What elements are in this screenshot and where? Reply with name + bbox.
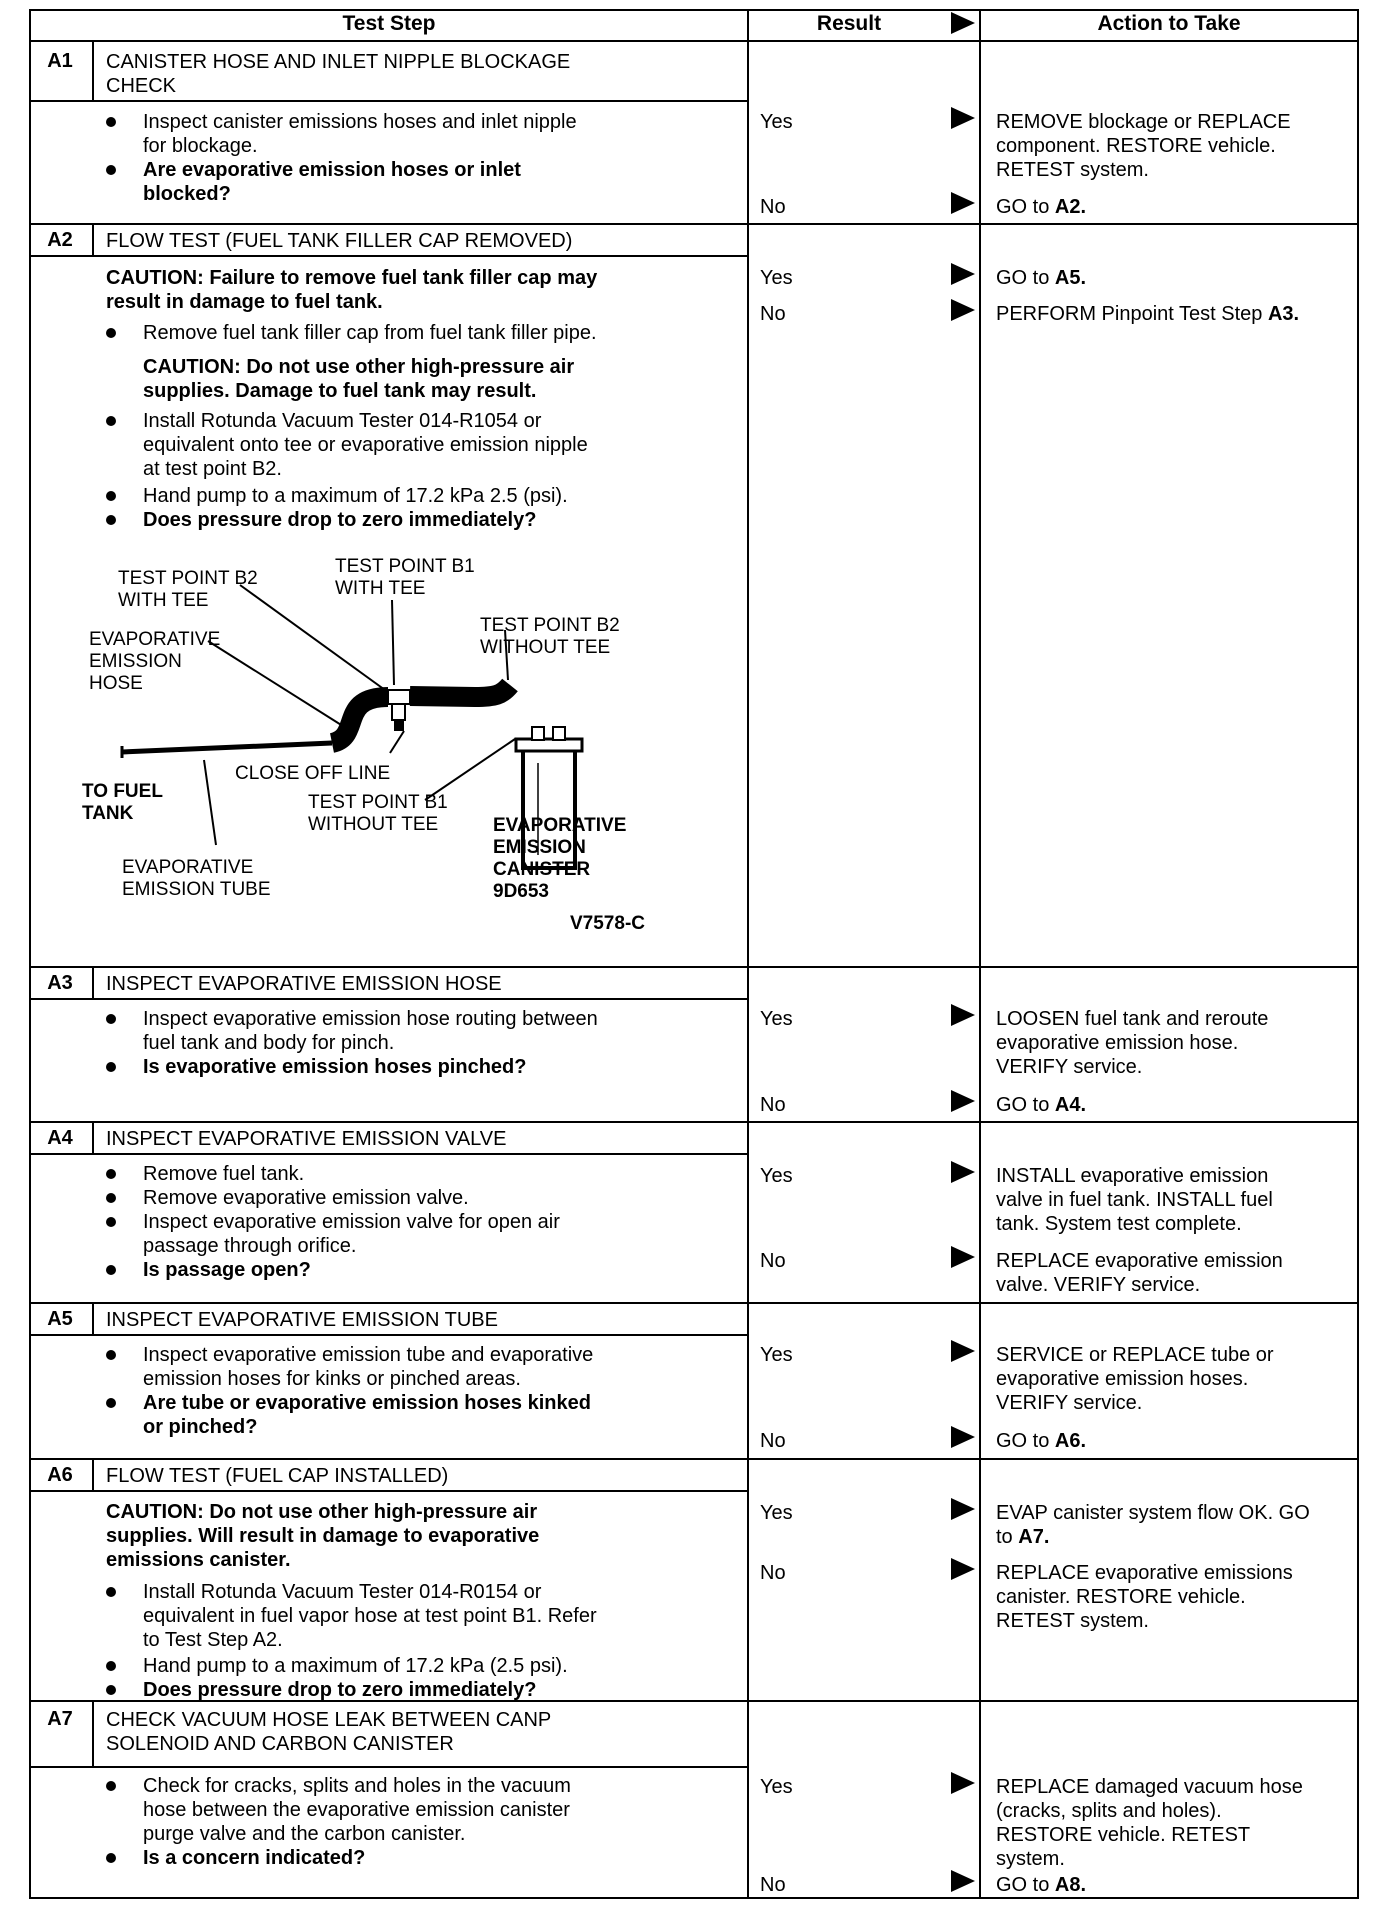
- step-id-a1: A1: [47, 50, 73, 72]
- a5-yes-action-line1: SERVICE or REPLACE tube or: [996, 1344, 1274, 1366]
- a6-yes-action-line1: EVAP canister system flow OK. GO: [996, 1502, 1310, 1524]
- header-result: Result: [816, 12, 882, 35]
- header-test-step: Test Step: [342, 12, 436, 35]
- bullet-icon: [106, 1587, 116, 1597]
- label-test-point-b1-without-tee-line1: TEST POINT B1: [308, 792, 448, 813]
- a7-yes-action-line3: RESTORE vehicle. RETEST: [996, 1824, 1251, 1846]
- a3-yes-action-line1: LOOSEN fuel tank and reroute: [996, 1008, 1269, 1030]
- a3-body-line2: fuel tank and body for pinch.: [143, 1032, 395, 1054]
- arrow-icon: [951, 1246, 975, 1268]
- bullet-icon: [106, 1685, 116, 1695]
- label-evap-canister-line4: 9D653: [493, 881, 549, 902]
- a7-body-line4: Is a concern indicated?: [143, 1847, 366, 1869]
- a2-bullet3: Hand pump to a maximum of 17.2 kPa 2.5 (psi).: [143, 485, 568, 507]
- divider-a6: [29, 1458, 1359, 1460]
- a5-title: INSPECT EVAPORATIVE EMISSION TUBE: [106, 1309, 498, 1331]
- arrow-icon: [951, 263, 975, 285]
- label-evap-hose-line1: EVAPORATIVE: [89, 629, 221, 650]
- a6-bullet1-line3: to Test Step A2.: [143, 1629, 283, 1651]
- label-test-point-b1-without-tee-line2: WITHOUT TEE: [308, 814, 439, 835]
- a3-no-action: GO to A4.: [996, 1094, 1087, 1116]
- a6-yes-action-line2: to A7.: [996, 1526, 1050, 1548]
- a5-body-line2: emission hoses for kinks or pinched areas.: [143, 1368, 521, 1390]
- a5-no-action: GO to A6.: [996, 1430, 1087, 1452]
- arrow-icon: [951, 107, 975, 129]
- label-evap-tube-line1: EVAPORATIVE: [122, 857, 254, 878]
- a4-body-line4: passage through orifice.: [143, 1235, 357, 1257]
- bullet-icon: [106, 416, 116, 426]
- a1-body-line2: for blockage.: [143, 135, 258, 157]
- a4-result-no: No: [760, 1250, 786, 1272]
- a6-bullet1-line2: equivalent in fuel vapor hose at test point B1. Refer: [143, 1605, 597, 1627]
- label-evap-tube-line2: EMISSION TUBE: [122, 879, 271, 900]
- action-column-divider: [979, 9, 981, 1899]
- step-id-a5: A5: [47, 1308, 73, 1330]
- a4-body-line2: Remove evaporative emission valve.: [143, 1187, 469, 1209]
- a3-yes-action-line2: evaporative emission hose.: [996, 1032, 1239, 1054]
- a7-title-line2: SOLENOID AND CARBON CANISTER: [106, 1733, 454, 1755]
- a6-no-action-line3: RETEST system.: [996, 1610, 1149, 1632]
- a3-title-divider: [29, 998, 749, 1000]
- a2-id-divider: [92, 223, 94, 256]
- a2-bullet1: Remove fuel tank filler cap from fuel tank filler pipe.: [143, 322, 597, 344]
- a4-yes-action-line3: tank. System test complete.: [996, 1213, 1242, 1235]
- a2-title-divider: [29, 255, 749, 257]
- header-divider: [29, 40, 1359, 42]
- evap-system-diagram: [70, 555, 710, 955]
- a5-result-yes: Yes: [760, 1344, 793, 1366]
- bullet-icon: [106, 515, 116, 525]
- a1-body-line3: Are evaporative emission hoses or inlet: [143, 159, 521, 181]
- label-test-point-b1-with-tee-line1: TEST POINT B1: [335, 556, 475, 577]
- step-id-a4: A4: [47, 1127, 73, 1149]
- bullet-icon: [106, 117, 116, 127]
- label-evap-canister-line2: EMISSION: [493, 837, 586, 858]
- table-border-bottom: [29, 1897, 1359, 1899]
- a1-title-line1: CANISTER HOSE AND INLET NIPPLE BLOCKAGE: [106, 51, 571, 73]
- a7-body-line3: purge valve and the carbon canister.: [143, 1823, 466, 1845]
- label-evap-hose-line3: HOSE: [89, 673, 143, 694]
- a7-title-divider: [29, 1766, 749, 1768]
- a2-bullet2-line1: Install Rotunda Vacuum Tester 014-R1054 or: [143, 410, 542, 432]
- divider-a5: [29, 1302, 1359, 1304]
- result-column-divider: [747, 9, 749, 1899]
- a6-id-divider: [92, 1458, 94, 1491]
- a6-bullet1-line1: Install Rotunda Vacuum Tester 014-R0154 or: [143, 1581, 542, 1603]
- step-id-a2: A2: [47, 229, 73, 251]
- label-to-fuel-tank-line2: TANK: [82, 803, 134, 824]
- a7-body-line2: hose between the evaporative emission canister: [143, 1799, 570, 1821]
- label-test-point-b2-without-tee-line1: TEST POINT B2: [480, 615, 620, 636]
- a6-bullet3: Does pressure drop to zero immediately?: [143, 1679, 537, 1701]
- a6-no-action-line1: REPLACE evaporative emissions: [996, 1562, 1293, 1584]
- a2-yes-action: GO to A5.: [996, 267, 1087, 289]
- table-border-right: [1357, 9, 1359, 1899]
- a1-yes-action-line2: component. RESTORE vehicle.: [996, 135, 1276, 157]
- bullet-icon: [106, 1853, 116, 1863]
- step-id-a7: A7: [47, 1708, 73, 1730]
- a4-no-action-line2: valve. VERIFY service.: [996, 1274, 1201, 1296]
- arrow-icon: [951, 1161, 975, 1183]
- table-border-top: [29, 9, 1359, 11]
- arrow-icon: [951, 1558, 975, 1580]
- a2-caution1-line1: CAUTION: Failure to remove fuel tank filler cap may: [106, 267, 598, 289]
- bullet-icon: [106, 328, 116, 338]
- bullet-icon: [106, 1062, 116, 1072]
- a7-title-line1: CHECK VACUUM HOSE LEAK BETWEEN CANP: [106, 1709, 552, 1731]
- bullet-icon: [106, 1781, 116, 1791]
- arrow-icon: [951, 1426, 975, 1448]
- a2-result-yes: Yes: [760, 267, 793, 289]
- divider-a2: [29, 223, 1359, 225]
- arrow-icon: [951, 1772, 975, 1794]
- a4-yes-action-line1: INSTALL evaporative emission: [996, 1165, 1269, 1187]
- a2-no-action: PERFORM Pinpoint Test Step A3.: [996, 303, 1300, 325]
- a1-title-divider: [29, 100, 749, 102]
- a2-result-no: No: [760, 303, 786, 325]
- a7-yes-action-line1: REPLACE damaged vacuum hose: [996, 1776, 1303, 1798]
- a4-no-action-line1: REPLACE evaporative emission: [996, 1250, 1283, 1272]
- a3-body-line3: Is evaporative emission hoses pinched?: [143, 1056, 527, 1078]
- label-evap-canister-line3: CANISTER: [493, 859, 591, 880]
- bullet-icon: [106, 1193, 116, 1203]
- bullet-icon: [106, 165, 116, 175]
- bullet-icon: [106, 1398, 116, 1408]
- a1-yes-action-line1: REMOVE blockage or REPLACE: [996, 111, 1291, 133]
- arrow-icon: [951, 1870, 975, 1892]
- a6-no-action-line2: canister. RESTORE vehicle.: [996, 1586, 1246, 1608]
- a2-bullet2-line2: equivalent onto tee or evaporative emission nipple: [143, 434, 588, 456]
- a6-bullet2: Hand pump to a maximum of 17.2 kPa (2.5 psi).: [143, 1655, 568, 1677]
- a4-title-divider: [29, 1153, 749, 1155]
- a7-no-action: GO to A8.: [996, 1874, 1087, 1896]
- step-id-a6: A6: [47, 1464, 73, 1486]
- a5-result-no: No: [760, 1430, 786, 1452]
- a4-id-divider: [92, 1121, 94, 1154]
- a3-title: INSPECT EVAPORATIVE EMISSION HOSE: [106, 973, 502, 995]
- a1-body-line1: Inspect canister emissions hoses and inlet nipple: [143, 111, 577, 133]
- a3-result-yes: Yes: [760, 1008, 793, 1030]
- a7-yes-action-line4: system.: [996, 1848, 1065, 1870]
- arrow-icon: [951, 1004, 975, 1026]
- a7-result-yes: Yes: [760, 1776, 793, 1798]
- label-test-point-b1-with-tee-line2: WITH TEE: [335, 578, 426, 599]
- a6-title: FLOW TEST (FUEL CAP INSTALLED): [106, 1465, 449, 1487]
- divider-a3: [29, 966, 1359, 968]
- a7-yes-action-line2: (cracks, splits and holes).: [996, 1800, 1222, 1822]
- label-test-point-b2-with-tee-line1: TEST POINT B2: [118, 568, 258, 589]
- bullet-icon: [106, 1350, 116, 1360]
- a1-title-line2: CHECK: [106, 75, 177, 97]
- a2-bullet2-line3: at test point B2.: [143, 458, 282, 480]
- step-id-a3: A3: [47, 972, 73, 994]
- a4-body-line3: Inspect evaporative emission valve for open air: [143, 1211, 560, 1233]
- bullet-icon: [106, 1217, 116, 1227]
- bullet-icon: [106, 1265, 116, 1275]
- a6-result-no: No: [760, 1562, 786, 1584]
- label-test-point-b2-without-tee-line2: WITHOUT TEE: [480, 637, 611, 658]
- a1-yes-action-line3: RETEST system.: [996, 159, 1149, 181]
- a3-body-line1: Inspect evaporative emission hose routing between: [143, 1008, 598, 1030]
- bullet-icon: [106, 491, 116, 501]
- a4-body-line1: Remove fuel tank.: [143, 1163, 305, 1185]
- a4-yes-action-line2: valve in fuel tank. INSTALL fuel: [996, 1189, 1273, 1211]
- arrow-icon: [951, 299, 975, 321]
- a4-title: INSPECT EVAPORATIVE EMISSION VALVE: [106, 1128, 507, 1150]
- label-close-off-line: CLOSE OFF LINE: [235, 763, 391, 784]
- a7-result-no: No: [760, 1874, 786, 1896]
- a5-body-line1: Inspect evaporative emission tube and evaporative: [143, 1344, 594, 1366]
- a5-body-line3: Are tube or evaporative emission hoses kinked: [143, 1392, 591, 1414]
- header-arrow-icon: [951, 12, 975, 34]
- a5-yes-action-line3: VERIFY service.: [996, 1392, 1143, 1414]
- a1-no-action: GO to A2.: [996, 196, 1087, 218]
- a6-caution-line1: CAUTION: Do not use other high-pressure air: [106, 1501, 538, 1523]
- arrow-icon: [951, 1340, 975, 1362]
- a1-body-line4: blocked?: [143, 183, 231, 205]
- a2-title: FLOW TEST (FUEL TANK FILLER CAP REMOVED): [106, 230, 573, 252]
- a5-yes-action-line2: evaporative emission hoses.: [996, 1368, 1249, 1390]
- label-evap-canister-line1: EVAPORATIVE: [493, 815, 627, 836]
- arrow-icon: [951, 192, 975, 214]
- a5-body-line4: or pinched?: [143, 1416, 258, 1438]
- a3-yes-action-line3: VERIFY service.: [996, 1056, 1143, 1078]
- a7-id-divider: [92, 1700, 94, 1767]
- label-to-fuel-tank-line1: TO FUEL: [82, 781, 163, 802]
- a6-result-yes: Yes: [760, 1502, 793, 1524]
- bullet-icon: [106, 1169, 116, 1179]
- arrow-icon: [951, 1090, 975, 1112]
- a6-caution-line2: supplies. Will result in damage to evaporative: [106, 1525, 540, 1547]
- table-border-left: [29, 9, 31, 1899]
- bullet-icon: [106, 1661, 116, 1671]
- a2-bullet4: Does pressure drop to zero immediately?: [143, 509, 537, 531]
- a2-caution2-line2: supplies. Damage to fuel tank may result.: [143, 380, 537, 402]
- a7-body-line1: Check for cracks, splits and holes in the vacuum: [143, 1775, 571, 1797]
- divider-a4: [29, 1121, 1359, 1123]
- arrow-icon: [951, 1498, 975, 1520]
- a3-result-no: No: [760, 1094, 786, 1116]
- a2-caution1-line2: result in damage to fuel tank.: [106, 291, 383, 313]
- a5-id-divider: [92, 1302, 94, 1335]
- a1-id-divider: [92, 40, 94, 101]
- header-action: Action to Take: [1097, 12, 1241, 35]
- a4-body-line5: Is passage open?: [143, 1259, 311, 1281]
- a5-title-divider: [29, 1334, 749, 1336]
- a2-caution2-line1: CAUTION: Do not use other high-pressure air: [143, 356, 575, 378]
- a3-id-divider: [92, 966, 94, 999]
- figure-code: V7578-C: [570, 913, 645, 934]
- a6-caution-line3: emissions canister.: [106, 1549, 291, 1571]
- a1-result-no: No: [760, 196, 786, 218]
- bullet-icon: [106, 1014, 116, 1024]
- a4-result-yes: Yes: [760, 1165, 793, 1187]
- label-evap-hose-line2: EMISSION: [89, 651, 182, 672]
- a6-title-divider: [29, 1490, 749, 1492]
- a1-result-yes: Yes: [760, 111, 793, 133]
- label-test-point-b2-with-tee-line2: WITH TEE: [118, 590, 209, 611]
